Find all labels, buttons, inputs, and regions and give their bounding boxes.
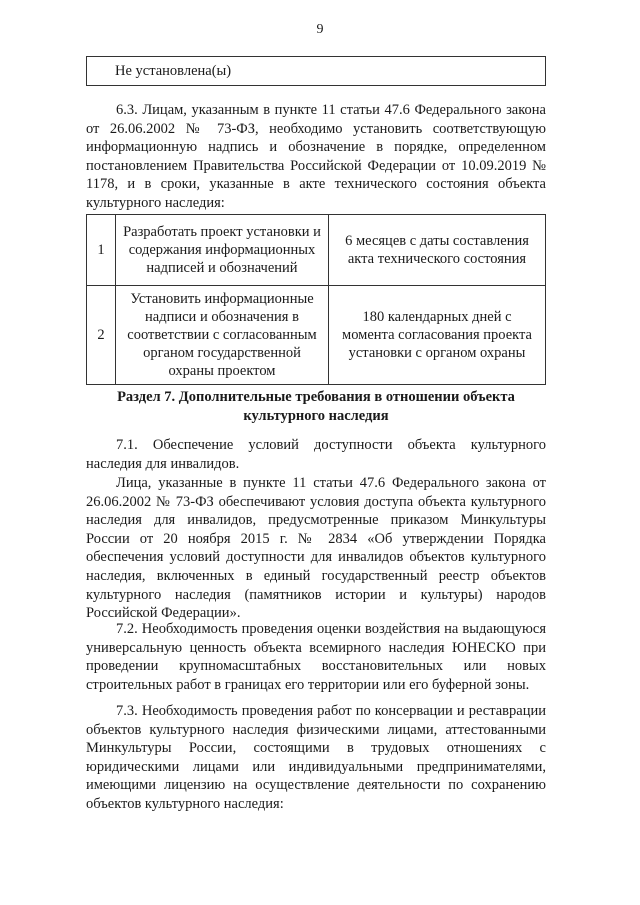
row-action: Разработать проект установки и содержания информационных надписей и обозначений	[116, 215, 329, 286]
paragraph-7-3: 7.3. Необходимость проведения работ по консервации и реставрации объектов культурного наследия физическими лицами, аттестованными Минкультуры России, состоящими в трудовых отношениях с юридическими лицами или индивидуальными предпринимателями, имеющими лицензию на осуществление деятельности по сохранению объектов культурного наследия:	[86, 703, 546, 812]
row-deadline: 6 месяцев с даты составления акта технического состояния	[329, 215, 546, 286]
paragraph-7-1-body: Лица, указанные в пункте 11 статьи 47.6 Федерального закона от 26.06.2002 № 73-ФЗ обеспечивают условия доступа объекта культурного наследия для инвалидов, предусмотренные приказом Минкультуры России от 20 ноября 2015 г. № 2834 «Об утверждении Порядка обеспечения условий доступности для инвалидов объектов культурного наследия, включенных в единый государственный реестр объектов культурного наследия (памятников истории и культуры) народов Российской Федерации».	[86, 475, 546, 622]
page-number: 9	[316, 22, 324, 37]
row-number: 1	[87, 215, 116, 286]
table-row	[87, 286, 546, 385]
row-deadline: 180 календарных дней с момента согласования проекта установки с органом охраны	[329, 286, 546, 385]
paragraph-7-1: 7.1. Обеспечение условий доступности объекта культурного наследия для инвалидов.	[86, 437, 546, 472]
paragraph-6-3: 6.3. Лицам, указанным в пункте 11 статьи 47.6 Федерального закона от 26.06.2002 № 73-ФЗ, необходимо установить соответствующую информационную надпись и обозначение в порядке, определенном постановлением Правительства Российской Федерации от 10.09.2019 № 1178, и в сроки, указанные в акте технического состояния объекта культурного наследия:	[86, 102, 546, 211]
section-7-title: Раздел 7. Дополнительные требования в отношении объекта культурного наследия	[117, 389, 515, 424]
requirements-table	[86, 214, 546, 385]
paragraph-7-2: 7.2. Необходимость проведения оценки воздействия на выдающуюся универсальную ценность объекта всемирного наследия ЮНЕСКО при проведении крупномасштабных восстановительных или новых строительных работ в границах его территории или его буферной зоны.	[86, 621, 546, 693]
table-row	[87, 215, 546, 286]
row-action: Установить информационные надписи и обозначения в соответствии с согласованным органом государственной охраны проектом	[116, 286, 329, 385]
status-cell: Не установлена(ы)	[86, 56, 546, 86]
row-number: 2	[87, 286, 116, 385]
